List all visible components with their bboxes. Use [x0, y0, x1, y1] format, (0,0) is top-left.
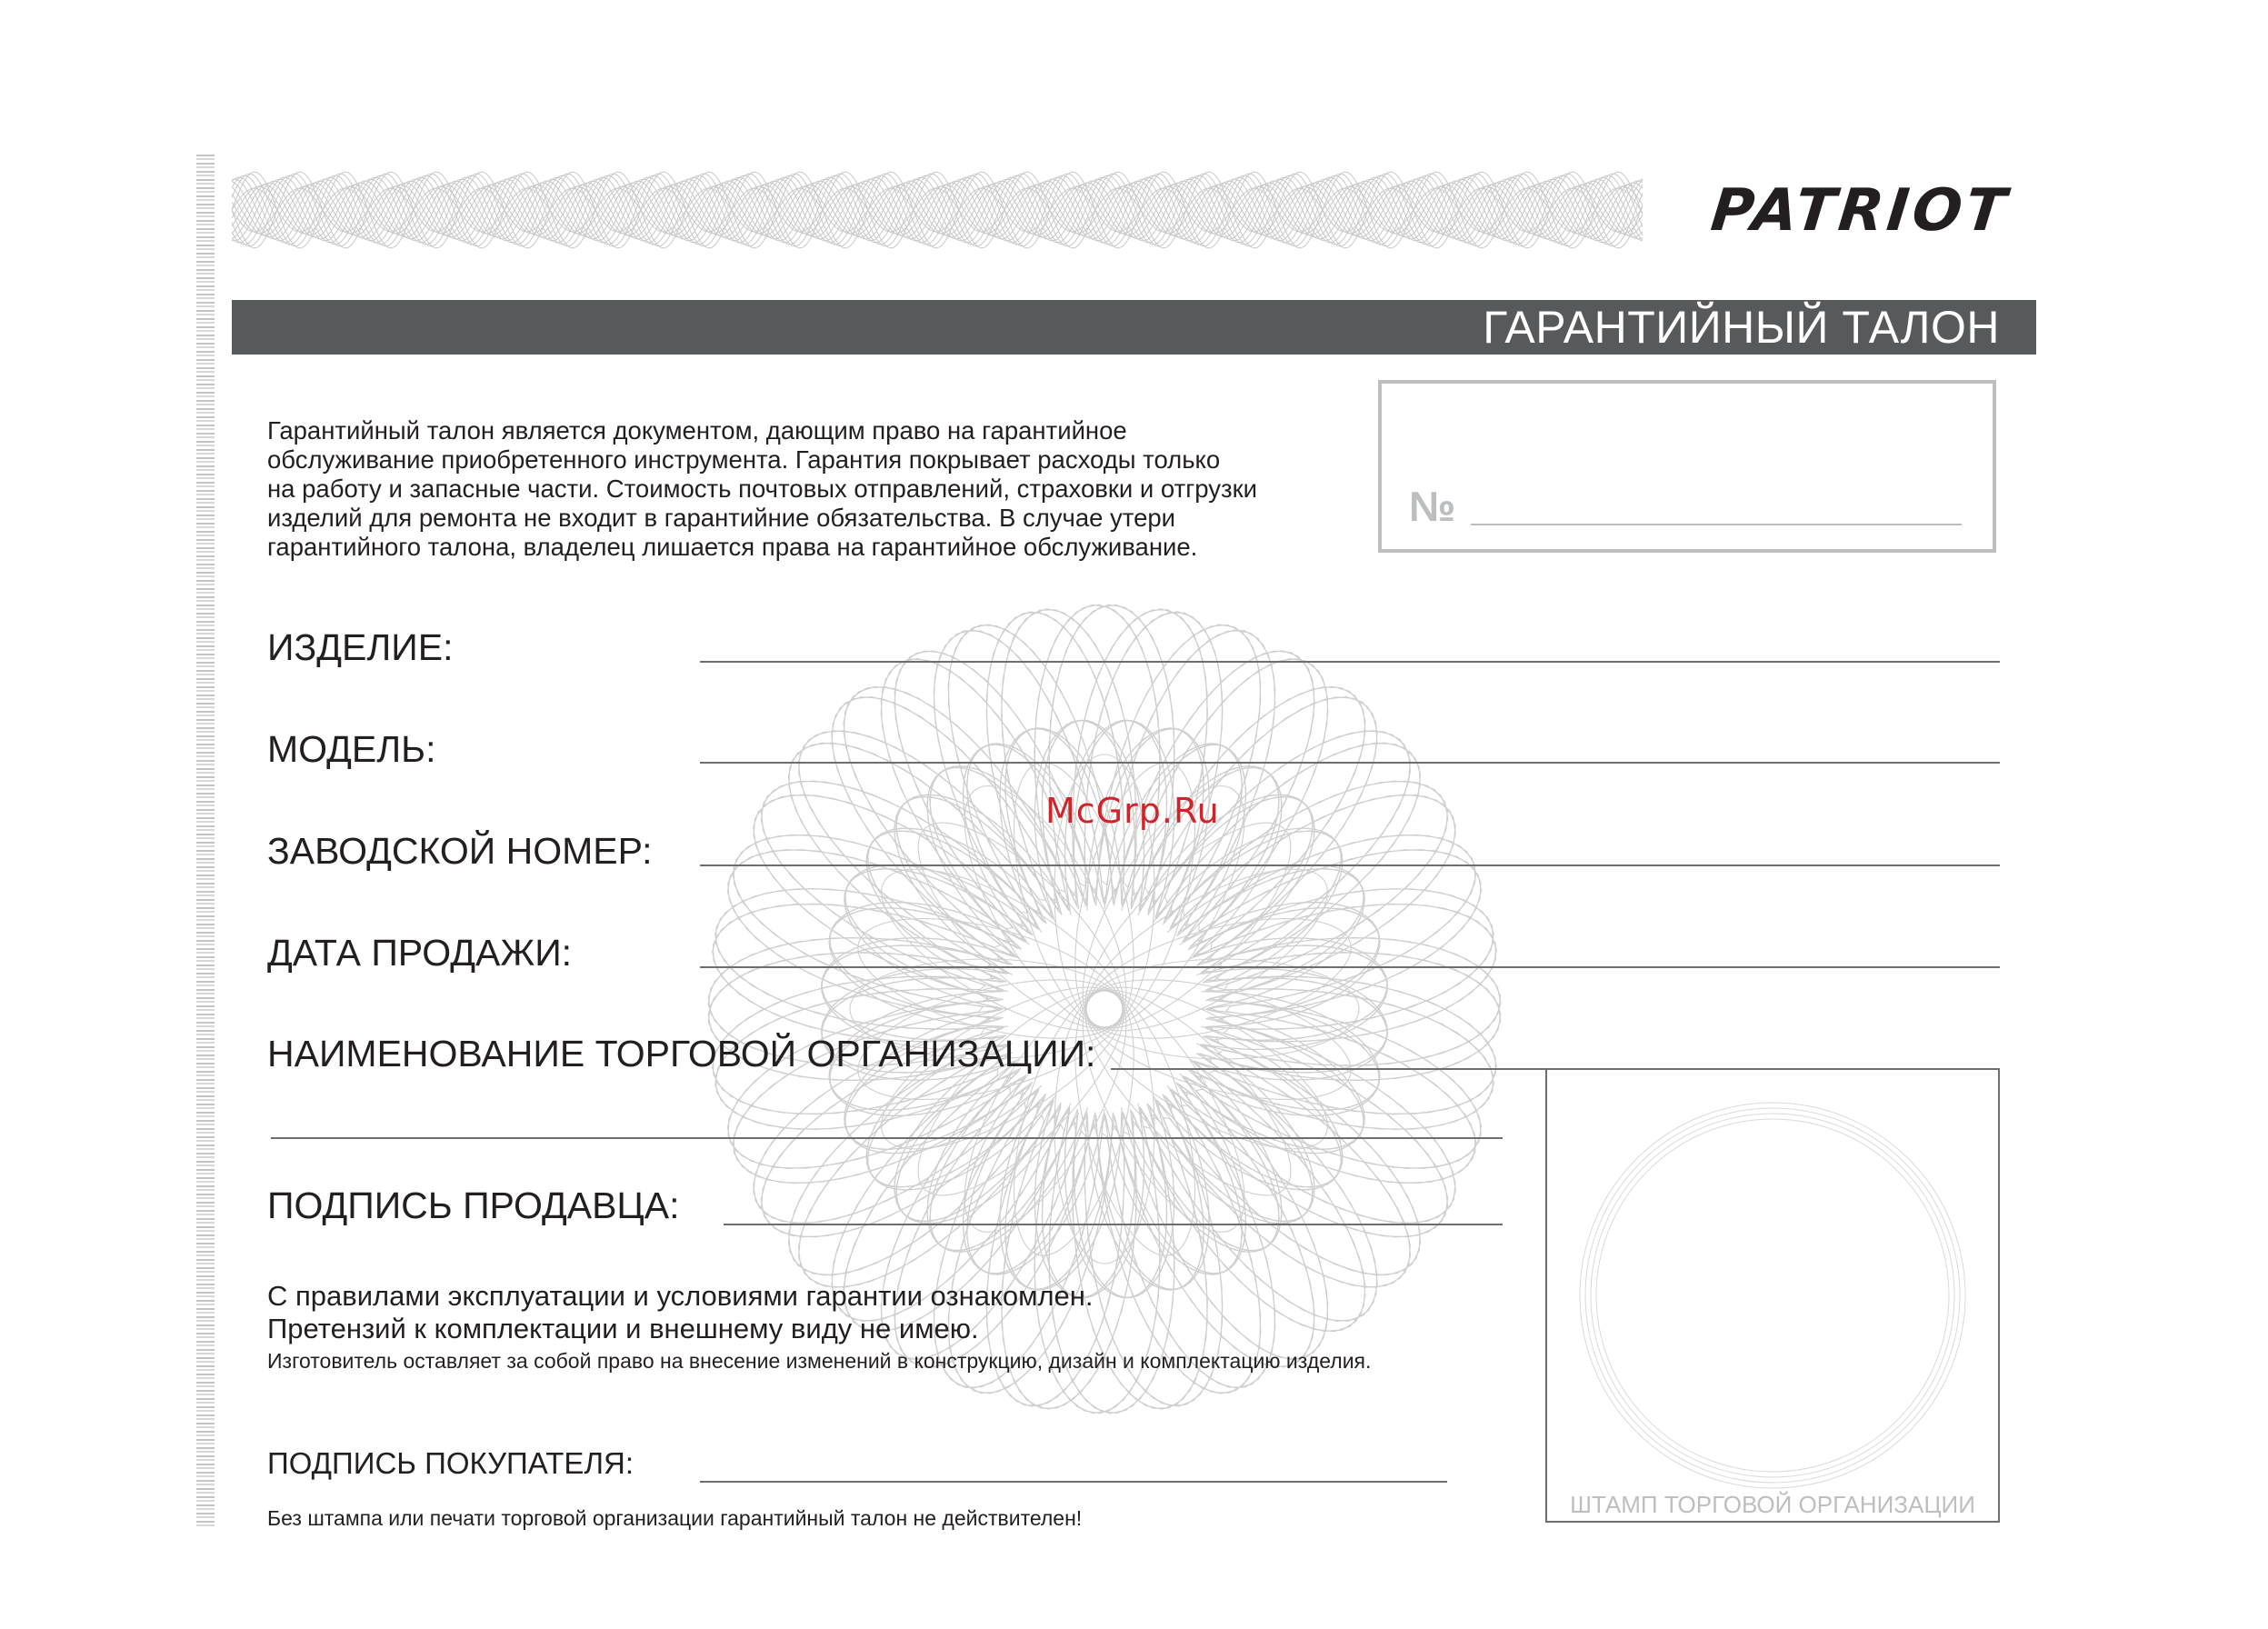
seller-signature-field-line[interactable]: [724, 1224, 1503, 1225]
patriot-logo: PATRIOT: [1707, 177, 2013, 245]
model-label: МОДЕЛЬ:: [267, 728, 436, 770]
acknowledgement-line-1: С правилами эксплуатации и условиями гарантии ознакомлен.: [267, 1280, 1094, 1312]
serial-number-field-line[interactable]: [700, 864, 2000, 866]
buyer-signature-field-line[interactable]: [700, 1481, 1447, 1483]
intro-line: изделий для ремонта не входит в гарантийние обязательства. В случае утери: [267, 504, 1176, 532]
organization-field-line-2[interactable]: [271, 1137, 1503, 1139]
intro-line: на работу и запасные части. Стоимость почтовых отправлений, страховки и отгрузки: [267, 475, 1257, 503]
number-field-line[interactable]: [1471, 524, 1962, 525]
buyer-signature-label: ПОДПИСЬ ПОКУПАТЕЛЯ:: [267, 1446, 634, 1480]
site-watermark: McGrp.Ru: [1045, 791, 1220, 831]
serial-number-label: ЗАВОДСКОЙ НОМЕР:: [267, 830, 653, 872]
intro-line: Гарантийный талон является документом, дающим право на гарантийное: [267, 416, 1127, 445]
manufacturer-disclaimer: Изготовитель оставляет за собой право на внесение изменений в конструкцию, дизайн и комплектацию изделия.: [267, 1349, 1372, 1373]
seller-signature-label: ПОДПИСЬ ПРОДАВЦА:: [267, 1184, 680, 1226]
guilloche-band: [232, 155, 1644, 265]
intro-line: обслуживание приобретенного инструмента. Гарантия покрывает расходы только: [267, 445, 1221, 474]
model-field-line[interactable]: [700, 762, 2000, 764]
edge-microtext-strip: [196, 155, 215, 1527]
intro-paragraph: [267, 416, 1358, 562]
number-box: [1378, 380, 1996, 553]
number-sign-label: №: [1409, 483, 1456, 530]
product-label: ИЗДЕЛИЕ:: [267, 626, 454, 668]
page-title: ГАРАНТИЙНЫЙ ТАЛОН: [1483, 302, 2000, 353]
stamp-guide-circle: [1545, 1068, 2000, 1523]
organization-label: НАИМЕНОВАНИЕ ТОРГОВОЙ ОРГАНИЗАЦИИ:: [267, 1033, 1096, 1074]
intro-line: гарантийного талона, владелец лишается права на гарантийное обслуживание.: [267, 533, 1198, 561]
sale-date-field-line[interactable]: [700, 966, 2000, 968]
sale-date-label: ДАТА ПРОДАЖИ:: [267, 932, 573, 974]
footer-note: Без штампа или печати торговой организации гарантийный талон не действителен!: [267, 1506, 1083, 1530]
title-bar: [232, 300, 2036, 355]
stamp-caption: ШТАМП ТОРГОВОЙ ОРГАНИЗАЦИИ: [1570, 1491, 1975, 1518]
acknowledgement-line-2: Претензий к комплектации и внешнему виду не имею.: [267, 1313, 979, 1344]
product-field-line[interactable]: [700, 661, 2000, 663]
